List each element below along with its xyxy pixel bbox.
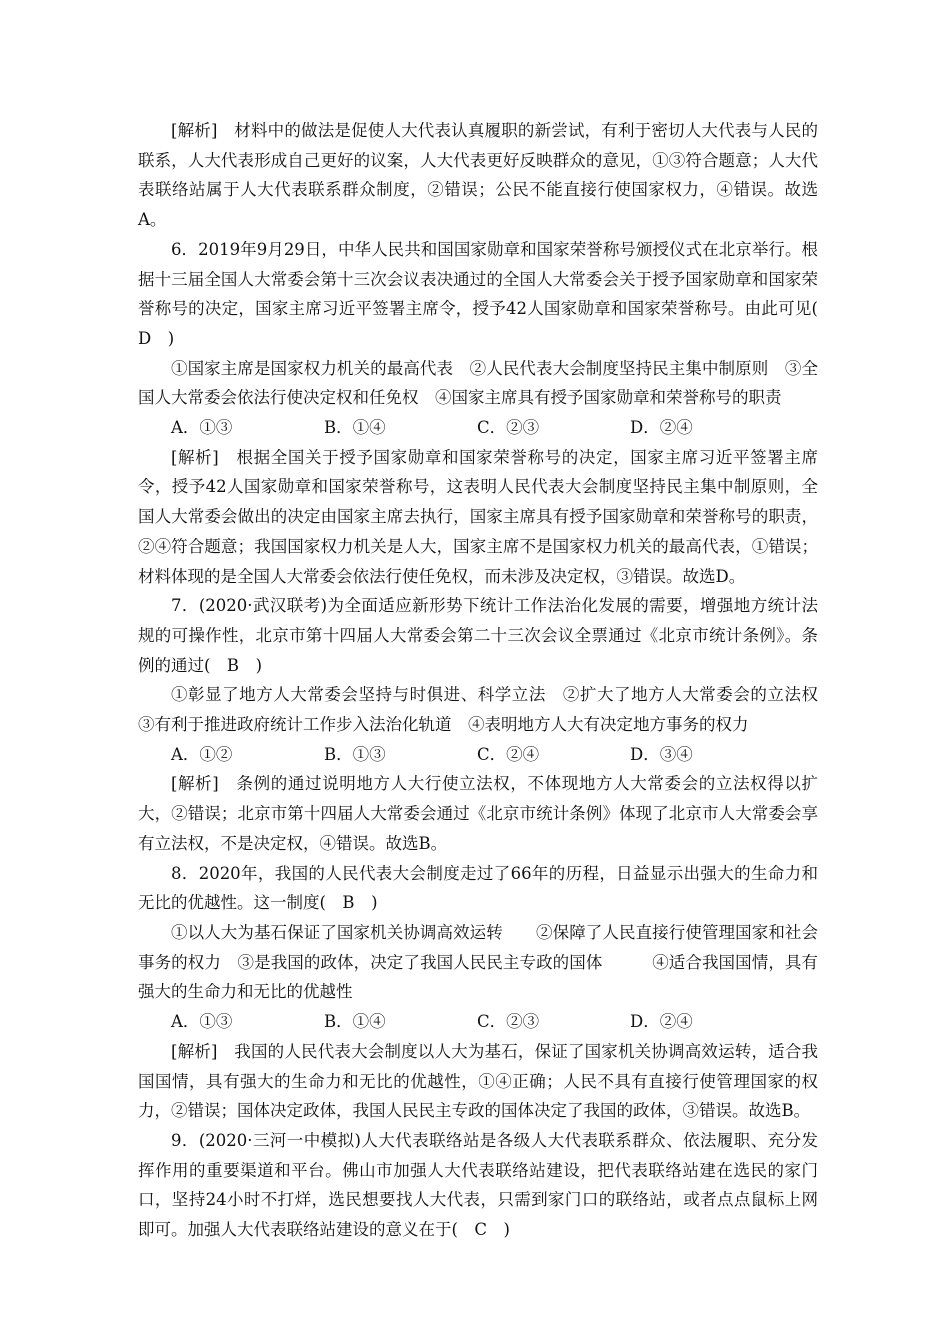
option-a: A．①②: [171, 744, 233, 764]
statements-q6: ①国家主席是国家权力机关的最高代表 ②人民代表大会制度坚持民主集中制原则 ③全国人大常委会依法行使决定权和任免权 ④国家主席具有授予国家勋章和荣誉称号的职责: [138, 358, 818, 408]
option-c: C．②③: [477, 1012, 540, 1032]
options-q7: [138, 740, 818, 770]
question-7: 7．(2020·武汉联考)为全面适应新形势下统计工作法治化发展的需要，增强地方统计法规的可操作性，北京市第十四届人大常委会第二十三次会议全票通过《北京市统计条例》。条例的通过( B ): [138, 596, 818, 675]
analysis-q7: [解析] 条例的通过说明地方人大行使立法权，不体现地方人大常委会的立法权得以扩大，②错误；北京市第十四届人大常委会通过《北京市统计条例》体现了北京市人大常委会享有立法权，不是决定权，④错误。故选B。: [138, 774, 818, 853]
option-a: A．①③: [171, 1012, 233, 1032]
statements-q8: ①以人大为基石保证了国家机关协调高效运转 ②保障了人民直接行使管理国家和社会事务的权力 ③是我国的政体，决定了我国人民民主专政的国体 ④适合我国国情，具有强大的生命力和无比的优越性: [138, 922, 818, 1002]
option-c: C．②③: [477, 418, 540, 438]
options-q6: [138, 413, 818, 443]
option-b: B．①④: [324, 418, 386, 438]
question-6: 6．2019年9月29日，中华人民共和国国家勋章和国家荣誉称号颁授仪式在北京举行。根据十三届全国人大常委会第十三次会议表决通过的全国人大常委会关于授予国家勋章和国家荣誉称号的决定，国家主席习近平签署主席令，授予42人国家勋章和国家荣誉称号。由此可见( D ): [138, 239, 835, 348]
document-page: [138, 116, 835, 1245]
question-8: 8．2020年，我国的人民代表大会制度走过了66年的历程，日益显示出强大的生命力和无比的优越性。这一制度( B ): [138, 863, 818, 913]
statements-q7: ①彰显了地方人大常委会坚持与时俱进、科学立法 ②扩大了地方人大常委会的立法权 ③有利于推进政府统计工作步入法治化轨道 ④表明地方人大有决定地方事务的权力: [138, 685, 835, 735]
option-c: C．②④: [477, 744, 540, 764]
option-a: A．①③: [171, 418, 233, 438]
option-b: B．①④: [324, 1012, 386, 1032]
option-d: D．②④: [630, 418, 693, 438]
analysis-q5: [解析] 材料中的做法是促使人大代表认真履职的新尝试，有利于密切人大代表与人民的联系，人大代表形成自己更好的议案，人大代表更好反映群众的意见，①③符合题意；人大代表联络站属于人大代表联系群众制度，②错误；公民不能直接行使国家权力，④错误。故选A。: [138, 121, 818, 230]
option-d: D．③④: [630, 744, 693, 764]
option-b: B．①③: [324, 744, 386, 764]
option-d: D．②④: [630, 1012, 693, 1032]
options-q8: [138, 1007, 818, 1037]
analysis-q6: [解析] 根据全国关于授予国家勋章和国家荣誉称号的决定，国家主席习近平签署主席令，授予42人国家勋章和国家荣誉称号，这表明人民代表大会制度坚持民主集中制原则，全国人大常委会做出的决定由国家主席去执行，国家主席具有授予国家勋章和荣誉称号的职责，②④符合题意；我国国家权力机关是人大，国家主席不是国家权力机关的最高代表，①错误；材料体现的是全国人大常委会依法行使任免权，而未涉及决定权，③错误。故选D。: [138, 447, 818, 586]
analysis-q8: [解析] 我国的人民代表大会制度以人大为基石，保证了国家机关协调高效运转，适合我国国情，具有强大的生命力和无比的优越性，①④正确；人民不具有直接行使管理国家的权力，②错误；国体决定政体，我国人民民主专政的国体决定了我国的政体，③错误。故选B。: [138, 1041, 818, 1121]
question-9: 9．(2020·三河一中模拟)人大代表联络站是各级人大代表联系群众、依法履职、充分发挥作用的重要渠道和平台。佛山市加强人大代表联络站建设，把代表联络站建在选民的家门口，坚持24小时不打烊，选民想要找人大代表，只需到家门口的联络站，或者点点鼠标上网即可。加强人大代表联络站建设的意义在于( C ): [138, 1130, 818, 1240]
